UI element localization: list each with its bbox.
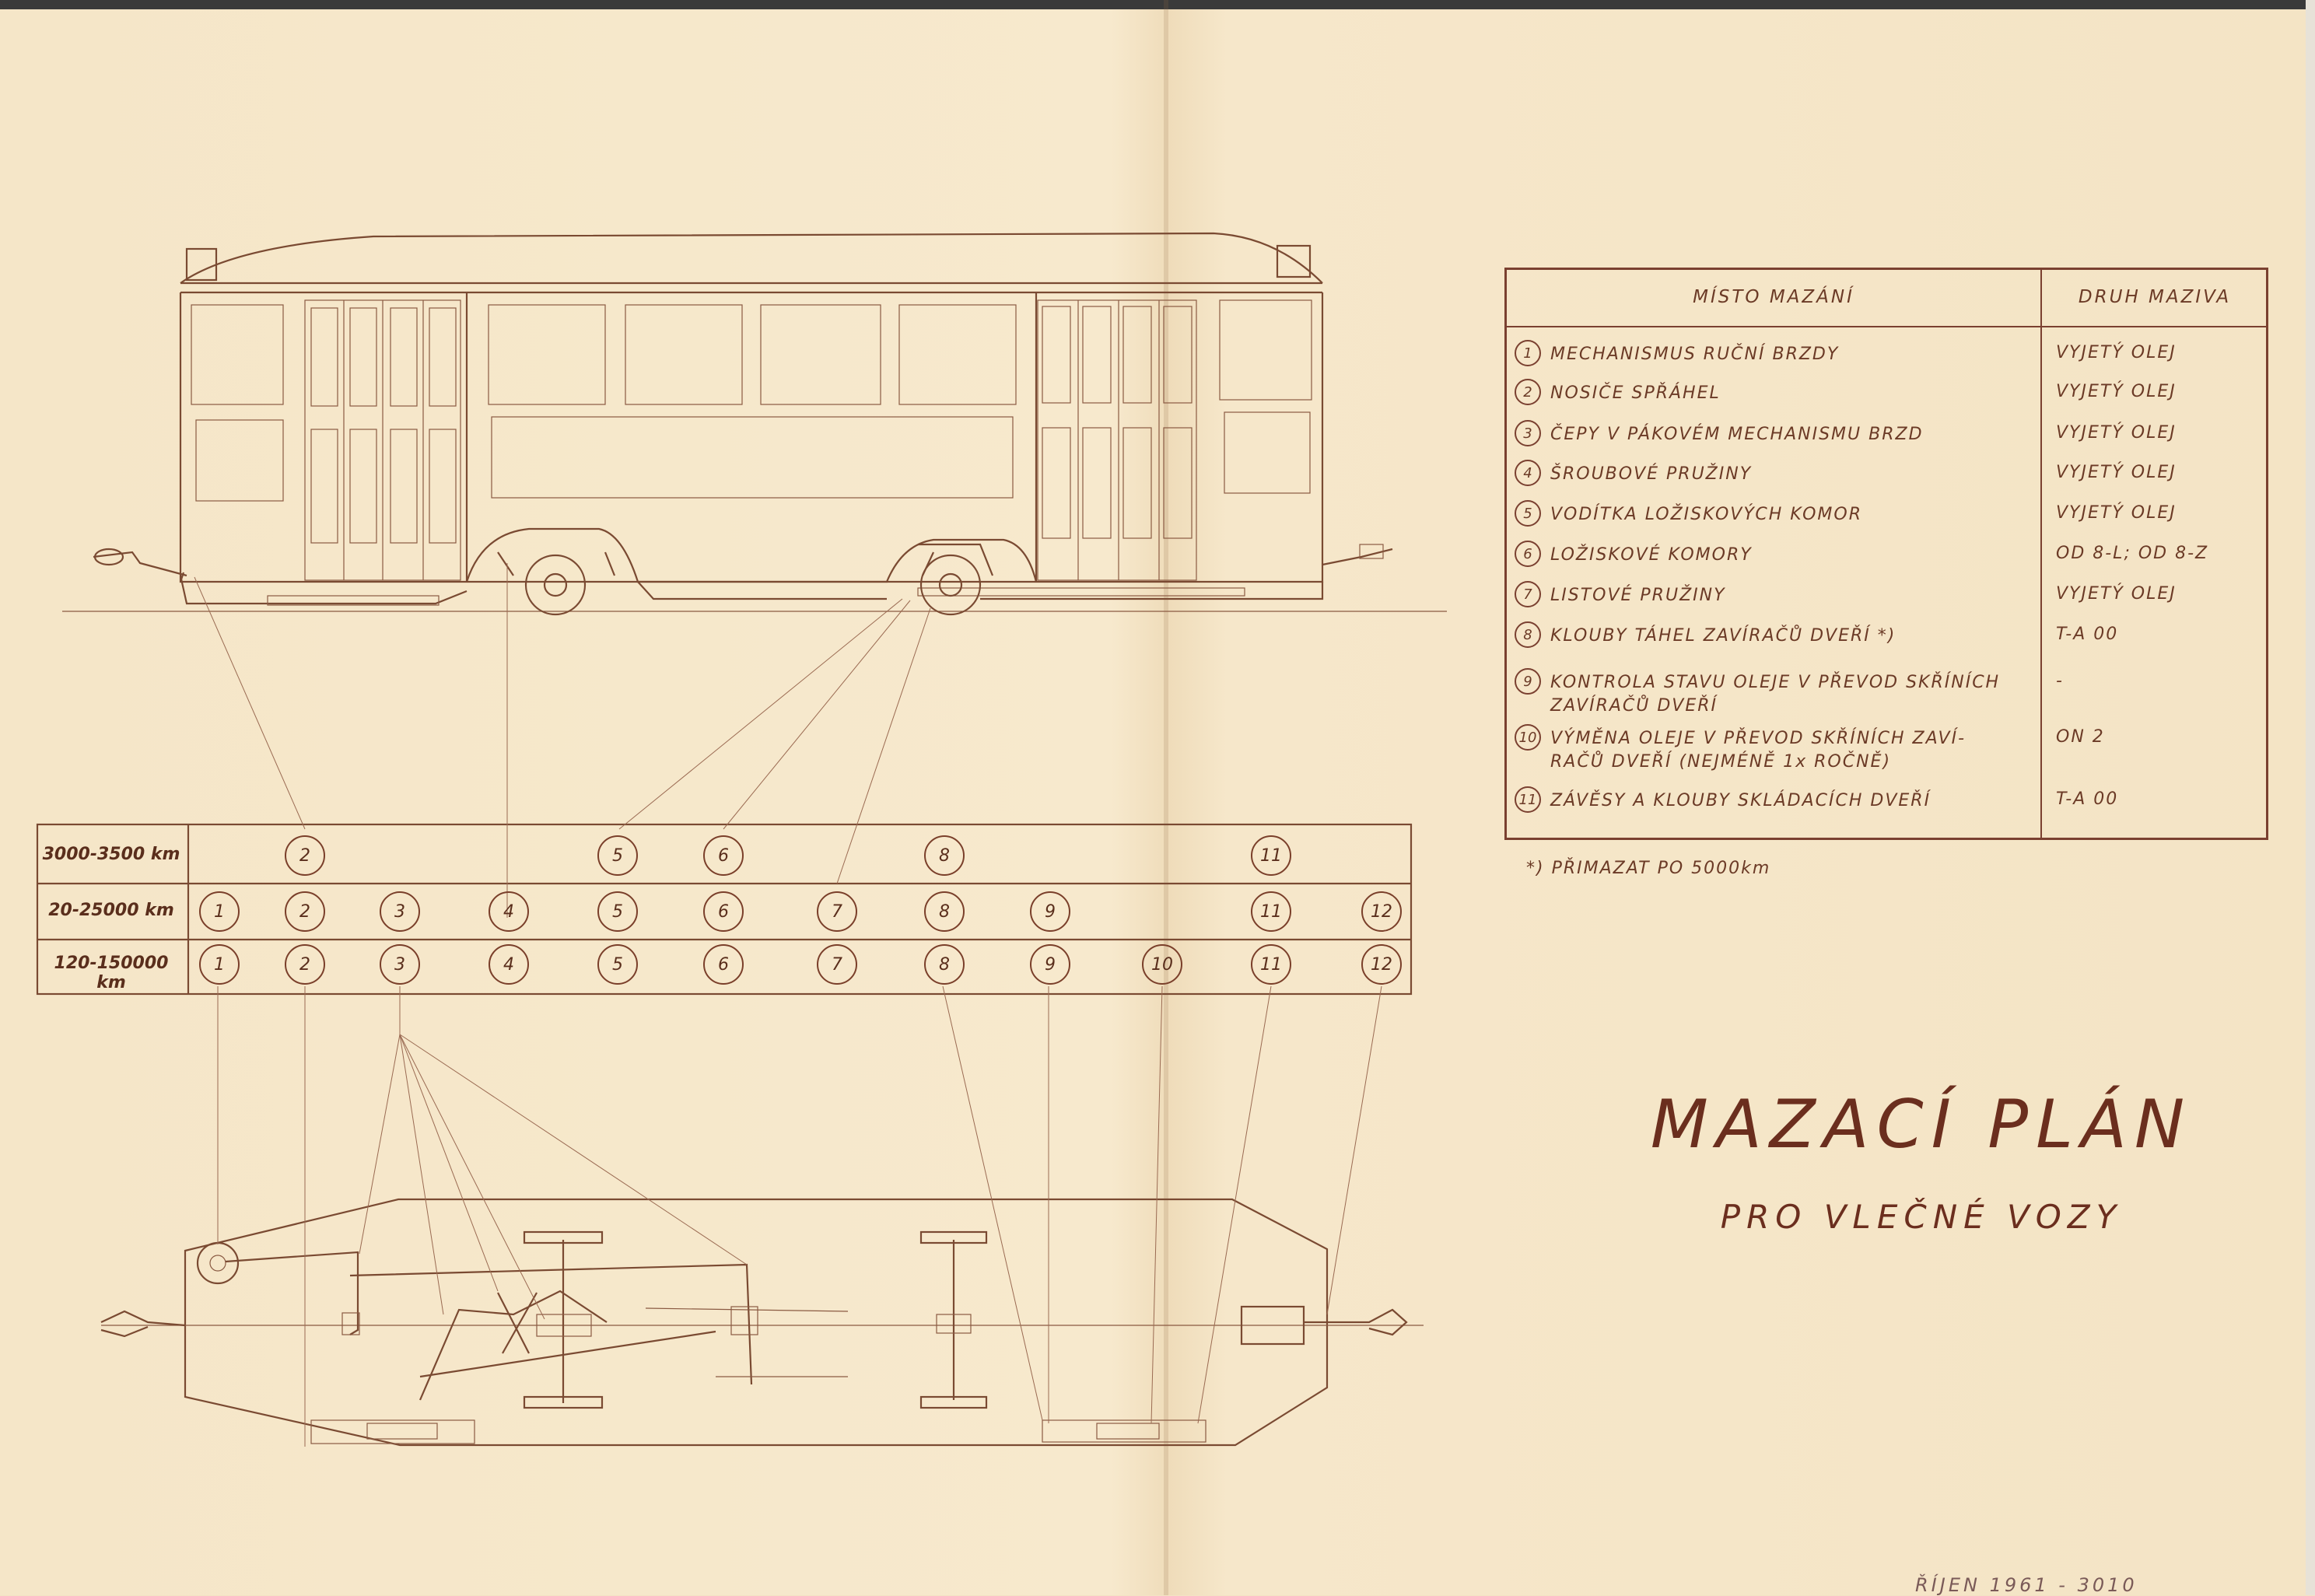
legend-row-lubricant: OD 8-L; OD 8-Z [2056, 544, 2209, 563]
schedule-point-marker: 7 [817, 944, 857, 985]
legend-row-number: 7 [1515, 581, 1541, 607]
legend-row-place: VÝMĚNA OLEJE V PŘEVOD SKŘÍNÍCH ZAVÍ- RAČŮ DVEŘÍ (NEJMÉNĚ 1x ROČNĚ) [1550, 729, 1967, 772]
schedule-point-marker: 5 [597, 891, 638, 932]
leader-lines-bottom [218, 986, 1382, 1447]
schedule-point-marker: 4 [489, 944, 529, 985]
legend-row-place: VODÍTKA LOŽISKOVÝCH KOMOR [1550, 505, 1863, 524]
legend-row-number: 1 [1515, 340, 1541, 366]
legend-header-divider [1507, 326, 2266, 327]
legend-header-place: MÍSTO MAZÁNÍ [1693, 287, 1854, 307]
schedule-point-marker: 8 [924, 835, 965, 876]
legend-row-number: 10 [1515, 724, 1541, 751]
legend-row-lubricant: VYJETÝ OLEJ [2056, 503, 2177, 523]
legend-row-place: LISTOVÉ PRUŽINY [1550, 586, 1726, 605]
schedule-point-marker: 5 [597, 835, 638, 876]
legend-row-number: 3 [1515, 420, 1541, 446]
legend-row-place: LOŽISKOVÉ KOMORY [1550, 545, 1753, 565]
schedule-point-marker: 9 [1030, 944, 1070, 985]
legend-header-lubricant: DRUH MAZIVA [2078, 287, 2232, 307]
schedule-point-marker: 9 [1030, 891, 1070, 932]
legend-row-lubricant: VYJETÝ OLEJ [2056, 382, 2177, 401]
schedule-point-marker: 2 [285, 891, 325, 932]
legend-row-place: ŠROUBOVÉ PRUŽINY [1550, 464, 1753, 484]
legend-row-number: 4 [1515, 460, 1541, 486]
legend-row-number: 5 [1515, 500, 1541, 527]
schedule-point-marker: 6 [703, 835, 744, 876]
schedule-point-marker: 12 [1361, 891, 1402, 932]
schedule-point-marker: 4 [489, 891, 529, 932]
legend-row-place: NOSIČE SPŘÁHEL [1550, 383, 1721, 403]
tram-side-view [93, 233, 1392, 614]
schedule-point-marker: 2 [285, 944, 325, 985]
schedule-point-marker: 11 [1251, 835, 1291, 876]
legend-row-place: ČEPY V PÁKOVÉM MECHANISMU BRZD [1550, 425, 1924, 444]
legend-row-place: KONTROLA STAVU OLEJE V PŘEVOD SKŘÍNÍCH ZAVÍRAČŮ DVEŘÍ [1550, 673, 2001, 716]
schedule-point-marker: 1 [199, 944, 240, 985]
legend-row-lubricant: VYJETÝ OLEJ [2056, 423, 2177, 443]
legend-row-number: 11 [1515, 786, 1541, 813]
legend-column-divider [2040, 270, 2042, 838]
legend-row-lubricant: VYJETÝ OLEJ [2056, 463, 2177, 482]
legend-row-place: ZÁVĚSY A KLOUBY SKLÁDACÍCH DVEŘÍ [1550, 791, 1932, 810]
schedule-point-marker: 6 [703, 891, 744, 932]
schedule-point-marker: 11 [1251, 944, 1291, 985]
schedule-point-marker: 6 [703, 944, 744, 985]
schedule-point-marker: 10 [1142, 944, 1182, 985]
legend-row-lubricant: VYJETÝ OLEJ [2056, 343, 2177, 362]
date-stamp: ŘÍJEN 1961 - 3010 [1915, 1574, 2138, 1596]
schedule-point-marker: 8 [924, 944, 965, 985]
schedule-point-marker: 8 [924, 891, 965, 932]
schedule-point-marker: 3 [380, 891, 420, 932]
schedule-point-marker: 3 [380, 944, 420, 985]
legend-row-lubricant: ON 2 [2056, 727, 2105, 747]
legend-row-lubricant: T-A 00 [2056, 789, 2119, 809]
legend-row-lubricant: T-A 00 [2056, 625, 2119, 644]
schedule-row-label: 3000-3500 km [42, 845, 180, 864]
legend-row-lubricant: - [2056, 671, 2064, 691]
schedule-row-label: 20-25000 km [48, 901, 174, 920]
schedule-point-marker: 5 [597, 944, 638, 985]
page-subtitle: PRO VLEČNÉ VOZY [1720, 1198, 2123, 1236]
schedule-point-marker: 2 [285, 835, 325, 876]
footnote: *) PŘIMAZAT PO 5000km [1526, 859, 1771, 878]
schedule-point-marker: 1 [199, 891, 240, 932]
schedule-row-label: 120-150000 km [54, 954, 169, 992]
page-title: MAZACÍ PLÁN [1650, 1086, 2193, 1164]
legend-row-place: KLOUBY TÁHEL ZAVÍRAČŮ DVEŘÍ *) [1550, 626, 1896, 646]
legend-table [1504, 268, 2268, 840]
schedule-point-marker: 7 [817, 891, 857, 932]
schedule-point-marker: 12 [1361, 944, 1402, 985]
legend-row-number: 6 [1515, 541, 1541, 567]
legend-row-number: 2 [1515, 379, 1541, 405]
legend-row-lubricant: VYJETÝ OLEJ [2056, 584, 2177, 604]
tram-plan-view [101, 1199, 1424, 1445]
legend-row-number: 9 [1515, 668, 1541, 695]
schedule-point-marker: 11 [1251, 891, 1291, 932]
legend-row-place: MECHANISMUS RUČNÍ BRZDY [1550, 345, 1840, 364]
legend-row-number: 8 [1515, 621, 1541, 648]
